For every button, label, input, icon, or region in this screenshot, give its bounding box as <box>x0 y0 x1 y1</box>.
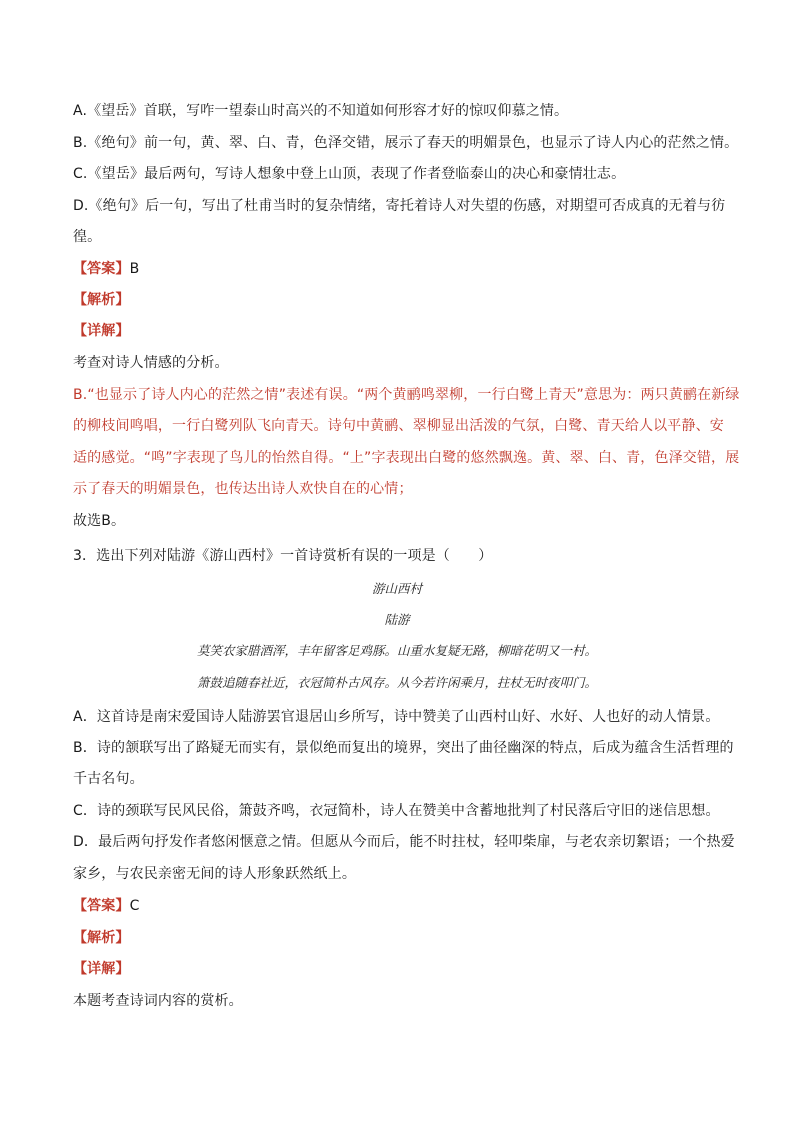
answer-row <box>73 896 733 916</box>
option-b: B.《绝句》前一句，黄、翠、白、青，色泽交错，展示了春天的明媚景色，也显示了诗人内心的茫然之情。 <box>73 135 739 151</box>
answer-value: C <box>129 898 140 914</box>
option-b: B．诗的颔联写出了路疑无而实有，景似绝而复出的境界，突出了曲径幽深的特点，后成为蕴含生活哲理的 <box>73 740 734 756</box>
option-d: D．最后两句抒发作者悠闲惬意之情。但愿从今而后，能不时拄杖，轻叩柴扉，与老农亲切絮语；一个热爱 <box>73 834 735 850</box>
option-d-continued: 家乡，与农民亲密无间的诗人形象跃然纸上。 <box>73 866 356 882</box>
poem-line: 莫笑农家腊酒浑，丰年留客足鸡豚。山重水复疑无路，柳暗花明又一村。 <box>196 643 597 658</box>
answer-value: B <box>129 261 140 277</box>
detail-intro: 考查对诗人情感的分析。 <box>73 355 229 371</box>
detail-tag: 【详解】 <box>73 323 130 339</box>
analysis-tag: 【解析】 <box>73 930 130 946</box>
poem-title: 游山西村 <box>371 581 422 596</box>
option-b-continued: 千古名句。 <box>73 771 144 787</box>
answer-tag: 【答案】 <box>73 261 130 277</box>
option-c: C.《望岳》最后两句，写诗人想象中登上山顶，表现了作者登临泰山的决心和豪情壮志。 <box>73 166 626 182</box>
detail-line: B.“也显示了诗人内心的茫然之情”表述有误。“两个黄鹂鸣翠柳，一行白鹭上青天”意思为：两只黄鹂在新绿 <box>73 387 740 403</box>
detail-tag: 【详解】 <box>73 961 130 977</box>
detail-line: 适的感觉。“鸣”字表现了鸟儿的怡然自得。“上”字表现出白鹭的悠然飘逸。黄、翠、白、青，色泽交错，展 <box>73 450 740 466</box>
question-3-stem: 3．选出下列对陆游《游山西村》一首诗赏析有误的一项是（ ） <box>73 548 493 564</box>
detail-intro: 本题考查诗词内容的赏析。 <box>73 993 243 1009</box>
option-a: A.《望岳》首联，写咋一望泰山时高兴的不知道如何形容才好的惊叹仰慕之情。 <box>73 103 569 119</box>
answer-row <box>73 259 733 279</box>
answer-tag: 【答案】 <box>73 898 130 914</box>
conclusion: 故选B。 <box>73 513 126 529</box>
option-d: D.《绝句》后一句，写出了杜甫当时的复杂情绪，寄托着诗人对失望的伤感，对期望可否成真的无着与彷 <box>73 198 726 214</box>
poem-line: 箫鼓追随春社近，衣冠简朴古风存。从今若许闲乘月，拄杖无时夜叩门。 <box>196 675 597 690</box>
option-c: C．诗的颈联写民风民俗，箫鼓齐鸣，衣冠简朴，诗人在赞美中含蓄地批判了村民落后守旧的迷信思想。 <box>73 803 720 819</box>
option-a: A．这首诗是南宋爱国诗人陆游罢官退居山乡所写，诗中赞美了山西村山好、水好、人也好的动人情景。 <box>73 709 720 725</box>
detail-line: 的柳枝间鸣唱，一行白鹭列队飞向青天。诗句中黄鹂、翠柳显出活泼的气氛，白鹭、青天给人以平静、安 <box>73 418 724 434</box>
analysis-tag: 【解析】 <box>73 292 130 308</box>
detail-line: 示了春天的明媚景色，也传达出诗人欢快自在的心情； <box>73 481 413 497</box>
option-d-continued: 徨。 <box>73 229 102 245</box>
poem-author: 陆游 <box>384 612 410 627</box>
